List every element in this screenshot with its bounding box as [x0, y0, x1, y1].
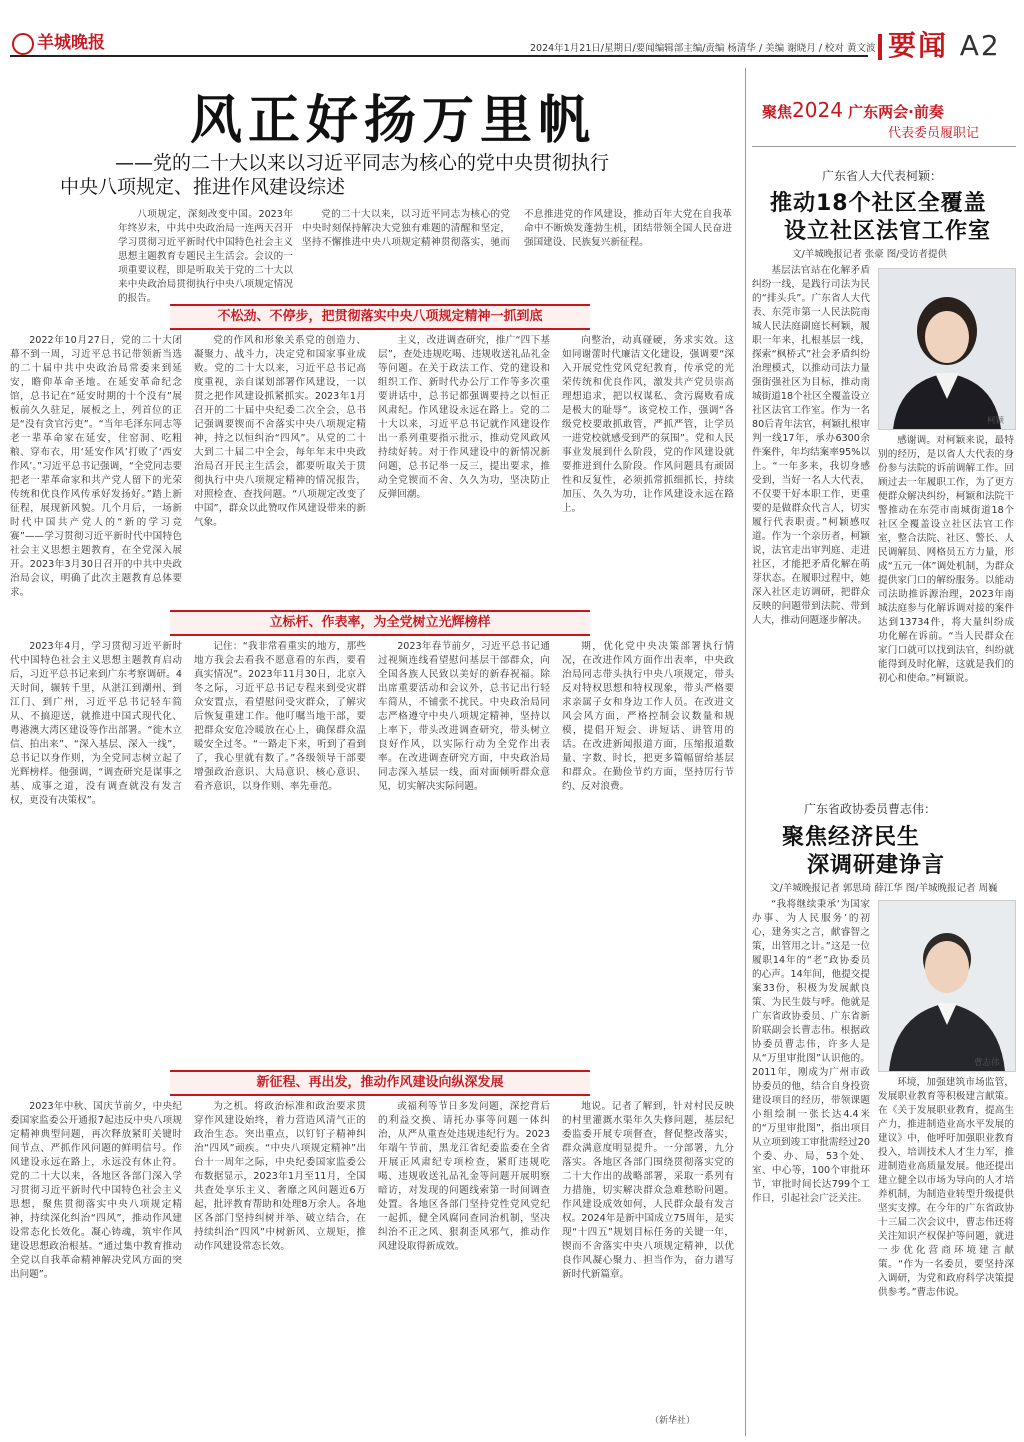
- section-heading-3: 新征程、再出发，推动作风建设向纵深发展: [170, 1070, 590, 1096]
- section-heading-1: 不松劲、不停步，把贯彻落实中央八项规定精神一抓到底: [170, 304, 590, 330]
- story1-text-column-1: 基层法官站在化解矛盾纠纷一线，是践行司法为民的“排头兵”。广东省人大代表、东莞市第一人民法院南城人民法庭副庭长柯颖，履职一年来，扎根基层一线，探索“枫桥式”社会矛盾纠纷治理模式，以推动司法力量强街强社区为目标，推动南城街道18个社区全覆盖设立社区法官工作室。作为一名80后青年法官，柯颖扎根审判一线17年，承办6300余件案件，年均结案率95%以上。“一年多来，我切身感受到，当好一名人大代表，不仅要干好本职工作，更重要的是做群众代言人，切实履行代表职责。”柯颖感叹道。作为一个亲历者，柯颖说，法官走出审判庭、走进社区，才能把矛盾化解在萌芽状态。在履职过程中，她深入社区走访调研，把群众反映的问题带到法院、带到人大，推动问题逐步解决。: [752, 265, 870, 626]
- section3-column-1: 2023年中秋、国庆节前夕，中央纪委国家监委公开通报7起违反中央八项规定精神典型问题，再次释放紧盯关键时间节点、严抓作风问题的鲜明信号。作风建设永远在路上，永远没有休止符。党的二十大以来，各地区各部门深入学习贯彻习近平新时代中国特色社会主义思想，聚焦贯彻落实中央八项规定精神，持续深化纠治“四风”，推动作风建设常态化长效化。凝心铸魂，筑牢作风建设思想政治根基。“通过集中教育推动全党以自我革命精神解决党风方面的突出问题”。: [10, 1101, 182, 1280]
- portrait-woman-icon: [879, 269, 1015, 429]
- newspaper-logo: [12, 28, 105, 55]
- sidebar-kicker-sub: 代表委员履职记: [888, 126, 980, 141]
- story2-title-line-2: 深调研建诤言: [807, 853, 946, 878]
- story1-portrait-photo: [878, 268, 1016, 430]
- section-label: [878, 24, 1001, 64]
- section2-column-2: 记住：“我非常看重实的地方，那些地方我会去看我不愿意看的东西，要看真实情况”。2023年11月30日，北京入冬之际，习近平总书记专程来到受灾群众安置点，看望慰问受灾群众，了解灾后恢复重建工作。他叮嘱当地干部，要把群众安危冷暖放在心上，确保群众温暖安全过冬。“一路走下来，听到了看到了，我心里就有数了。”各级领导干部要增强政治意识、大局意识、核心意识、看齐意识，以身作则、率先垂范。: [194, 641, 366, 792]
- sidebar-kicker: 聚焦2024 广东两会·前奏: [762, 98, 944, 122]
- section2-column-1: 2023年4月，学习贯彻习近平新时代中国特色社会主义思想主题教育启动后，习近平总书记来到广东考察调研。4天时间，辗转千里，从湛江到潮州、到江门、到广州，习近平总书记轻车简从、不搞迎送，就推进中国式现代化、粤港澳大湾区建设等作出部署。“徙木立信、拍出来”、“深入基层、深入一线”，总书记以身作则，为全党同志树立起了光辉榜样。他强调，“调查研究是谋事之基、成事之道，没有调查就没有发言权，更没有决策权”。: [10, 641, 182, 806]
- story1-lead: 广东省人大代表柯颖：: [822, 169, 943, 183]
- article-subheadline-2: 中央八项规定、推进作风建设综述: [60, 176, 346, 198]
- portrait-man-icon: [879, 901, 1015, 1071]
- section2-column-3: 2023年春节前夕，习近平总书记通过视频连线看望慰问基层干部群众，向全国各族人民致以美好的新春祝福。除出席重要活动和会议外，总书记出行轻车简从，不铺张不扰民。中央政治局同志严格遵守中央八项规定精神，坚持以上率下，带头改进调查研究，带头树立良好作风，以实际行动为全党作出表率。在改进调查研究方面，中央政治局同志深入基层一线，面对面倾听群众意见，切实解决实际问题。: [378, 641, 550, 792]
- section2-column-4: 期，优化党中央决策部署执行情况，在改进作风方面作出表率，中央政治局同志带头执行中央八项规定，带头反对特权思想和特权现象，带头严格要求亲属子女和身边工作人员。在改进文风会风方面，严格控制会议数量和规模，提倡开短会、讲短话、讲管用的话。在改进新闻报道方面，压缩报道数量、字数、时长，把更多篇幅留给基层和群众。在勤俭节约方面，坚持厉行节约、反对浪费。: [562, 641, 734, 792]
- section1-column-3: 主义，改进调查研究，推广“四下基层”，查处违规吃喝、违规收送礼品礼金等问题。在关于政法工作、党的建设和组织工作、新时代办公厅工作等多次重要讲话中，总书记都强调要持之以恒正风肃纪。作风建设永远在路上。党的二十大以来，习近平总书记就作风建设作出一系列重要指示批示，推动党风政风持续好转。对于作风建设中的新情况新问题，总书记举一反三，提出要求，推动全党锲而不舍、久久为功，坚决防止反弹回潮。: [378, 335, 550, 500]
- article-headline: 风正好扬万里帆: [190, 90, 597, 151]
- story2-byline: 文/羊城晚报记者 郭思琦 薛江华 图/羊城晚报记者 周巍: [770, 883, 998, 894]
- story2-lead: 广东省政协委员曹志伟：: [804, 802, 937, 816]
- masthead-rule: [10, 55, 868, 57]
- story1-title-line-1: 推动18个社区全覆盖: [770, 191, 987, 216]
- story2-text-column-1: “我将继续秉承‘为国家办事、为人民服务’的初心，建务实之言，献睿智之策，出管用之计。”这是一位履职14年的“老”政协委员的心声。14年间，他提交提案33份，积极为发展献良策、为民生鼓与呼。他就是广东省政协委员、广东省新阶联副会长曹志伟。根据政协委员曹志伟，许多人是从“万里审批图”认识他的。2011年，刚成为广州市政协委员的他，结合自身投资建设项目的经历，带领课题小组绘制一张长达4.4米的“万里审批图”，指出项目从立项到竣工审批需经过20个委、办、局，53个处、室、中心等，100个审批环节，审批时间长达799个工作日，引起社会广泛关注。: [752, 899, 870, 1204]
- intro-paragraph-1: 八项规定，深刻改变中国。2023年年终岁末，中共中央政治局一连两天召开学习贯彻习近平新时代中国特色社会主义思想主题教育专题民主生活会。会议的一项重要议程，即是听取关于党的二十大以来中央政治局贯彻执行中央八项规定情况的报告。: [118, 209, 293, 304]
- story2-text-column-2: 环境，加强建筑市场监管，发展职业教育等积极建言献策。在《关于发展职业教育，提高生产力，推进制造业高水平发展的建议》中，他呼吁加强职业教育投入，培训技术人才生力军，推进制造业高质量发展。他还提出建立健全以市场为导向的人才培养机制，为制造业转型升级提供坚实支撑。在今年的广东省政协十三届二次会议中，曹志伟还将关注知识产权保护等问题，就进一步优化营商环境建言献策。“作为一名委员，要坚持深入调研，为党和政府科学决策提供参考。”曹志伟说。: [878, 1077, 1014, 1298]
- logo-emblem-icon: [12, 33, 34, 55]
- article-subheadline-1: ——党的二十大以来以习近平同志为核心的党中央贯彻执行: [115, 152, 610, 174]
- column-divider: [745, 68, 746, 1436]
- story1-title-line-2: 设立社区法官工作室: [784, 219, 992, 244]
- section1-column-4: 向整治，动真碰硬，务求实效。这如同谢蕾时代廉洁文化建设，强调要“深入开展党性党风党纪教育，传承党的光荣传统和优良作风，激发共产党员崇高理想追求，把以权谋私、贪污腐败看成是极大的耻辱”。该党校工作，强调“各级党校要敢抓敢管，严抓严管，让学员一进党校就感受到严的氛围”。党和人民事业发展到什么阶段，党的作风建设就要推进到什么阶段。作风问题具有顽固性和反复性，必须抓常抓细抓长，持续加压、久久为功，让作风建设永远在路上。: [562, 335, 734, 514]
- editor-credits: 2024年1月21日/星期日/要闻编辑部主编/责编 杨清华 / 美编 谢晓月 / 校对 黄文波: [530, 43, 876, 54]
- section1-column-2: 党的作风和形象关系党的创造力、凝聚力、战斗力，决定党和国家事业成败。党的二十大以来，习近平总书记高度重视，亲自谋划部署作风建设，一以贯之把作风建设抓紧抓实。2023年1月召开的二十届中央纪委二次全会，总书记强调要锲而不舍落实中央八项规定精神，持之以恒纠治“四风”。从党的二十大到二十届二中全会，每年年末中央政治局召开民主生活会，都要听取关于贯彻执行中央八项规定精神的情况报告，对照检查、查找问题。“八项规定改变了中国”，群众以此赞叹作风建设带来的新气象。: [194, 335, 366, 528]
- story2-portrait-photo: [878, 900, 1016, 1072]
- story2-title-line-1: 聚焦经济民生: [782, 825, 921, 850]
- intro-paragraph-2: 党的二十大以来，以习近平同志为核心的党中央时刻保持解决大党独有难题的清醒和坚定，坚持不懈推进中央八项规定精神贯彻落实，驰而不息推进党的作风建设，推动百年大党在自我革命中不断焕发蓬勃生机，团结带领全国人民奋进强国建设、民族复兴新征程。: [302, 209, 732, 248]
- story2-photo-caption: 曹志伟: [974, 1058, 1000, 1068]
- story1-byline: 文/羊城晚报记者 张豪 图/受访者提供: [792, 249, 947, 260]
- section-bar: [878, 34, 882, 60]
- section-name: 要闻: [888, 29, 949, 62]
- sidebar: [752, 68, 1016, 1436]
- section3-column-3: 或福利等节日多发问题，深挖背后的利益交换、请托办事等问题一体纠治，从严从重查处违规违纪行为。2023年端午节前，黑龙江省纪委监委在全省开展正风肃纪专项检查，紧盯违规吃喝、违规收送礼品礼金等问题开展明察暗访，对发现的问题线索第一时间调查处置。各地区各部门坚持党性党风党纪一起抓，健全风腐同查同治机制，坚决纠治不正之风、狠刹歪风邪气，推动作风建设取得新成效。: [378, 1101, 550, 1252]
- section1-column-1: 2022年10月27日，党的二十大闭幕不到一周，习近平总书记带领新当选的二十届中共中央政治局常委来到延安，瞻仰革命圣地。在延安革命纪念馆，总书记在“延安时期的十个没有”展板前久久驻足，展板之上，列首位的正是“没有贪官污吏”。“当年毛泽东同志等老一辈革命家在延安，住窑洞、吃粗粮、穿布衣，用‘延安作风’打败了‘西安作风’。”习近平总书记强调，“全党同志要把老一辈革命家和共产党人留下的光荣传统和优良作风传承好发扬好。”踏上新征程，展现新风貌。几个月后，一场新时代中国共产党人的“新的学习竞赛”——学习贯彻习近平新时代中国特色社会主义思想主题教育，在全党深入展开。2023年3月30日召开的中共中央政治局会议，明确了此次主题教育总体要求。: [10, 335, 182, 598]
- story1-text-column-2: 感谢调。对柯颖来说，最特别的经历，是以省人大代表的身份参与法院的诉前调解工作。回顾过去一年履职工作，为了更方便群众解决纠纷，柯颖和法院干警推动在东莞市南城街道18个社区全覆盖设立社区法官工作室，整合法院、社区、警长、人民调解员、网格员五方力量，形成“五元一体”调处机制，为群众提供家门口的解纷服务。以能动司法助推诉源治理，2023年南城法庭参与化解诉调对接的案件达到13734件，将大量纠纷成功化解在诉前。“当人民群众在家门口就可以找到法官，纠纷就能得到及时化解，这就是我们的初心和使命。”柯颖说。: [878, 435, 1014, 684]
- logo-text: 羊城晚报: [37, 33, 105, 53]
- section3-column-4: 地说。记者了解到，针对村民反映的村里灌溉水渠年久失修问题，基层纪委监委开展专项督查，督促整改落实，群众满意度明显提升。一分部署，九分落实。各地区各部门围绕贯彻落实党的二十大作出的战略部署，采取一系列有力措施，切实解决群众急难愁盼问题。作风建设成效如何，人民群众最有发言权。2024年是新中国成立75周年，是实现“十四五”规划目标任务的关键一年，锲而不舍落实中央八项规定精神，以优良作风凝心聚力、担当作为，奋力谱写新时代新篇章。: [562, 1101, 734, 1280]
- section-heading-2: 立标杆、作表率，为全党树立光辉榜样: [170, 610, 590, 636]
- sidebar-rule: [752, 146, 1016, 147]
- story1-photo-caption: 柯颖: [987, 416, 1005, 426]
- page-number: A2: [959, 29, 1001, 62]
- masthead: [0, 0, 1024, 64]
- main-article: [10, 68, 740, 1436]
- section3-column-2: 为之机。将政治标准和政治要求贯穿作风建设始终，着力营造风清气正的政治生态。突出重点，以钉钉子精神纠治“四风”顽疾。“中央八项规定精神”出台十一周年之际，中央纪委国家监委公布数据显示，2023年1月至11月，全国共查处享乐主义、奢靡之风问题近6万起，批评教育帮助和处理8万余人。各地区各部门坚持纠树并举、破立结合，在持续纠治“四风”中树新风、立规矩，推动作风建设常态长效。: [194, 1101, 366, 1252]
- article-source: （新华社）: [650, 1416, 696, 1426]
